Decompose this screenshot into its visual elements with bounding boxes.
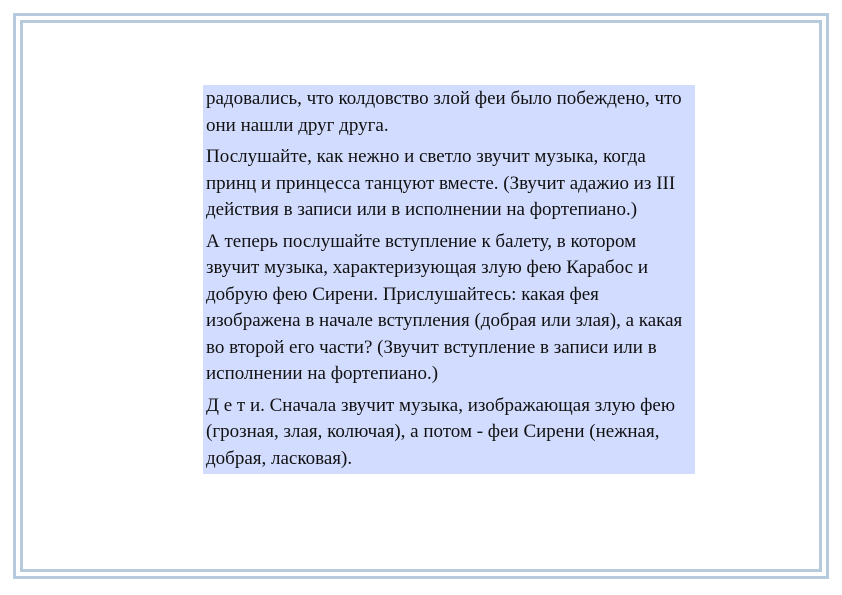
paragraph-4: Д е т и. Сначала звучит музыка, изображающая злую фею (грозная, злая, колючая), а потом - феи Сирени (нежная, добрая, ласковая). — [206, 394, 676, 469]
paragraph-1: радовались, что колдовство злой феи было побеждено, что они нашли друг друга. — [206, 88, 682, 136]
paragraph-2: Послушайте, как нежно и светло звучит музыка, когда принц и принцесса танцуют вместе. (Звучит адажио из III действия в записи или в исполнении на фортепиано.) — [206, 146, 676, 220]
paragraph-3: А теперь послушайте вступление к балету, в котором звучит музыка, характеризующая злую фею Карабос и добрую фею Сирени. Прислушайтесь: какая фея изображена в начале вступления (добрая или злая), а какая во второй его части? (Звучит вступление в записи или в исполнении на фортепиано.) — [206, 230, 683, 384]
highlighted-text-block — [203, 85, 695, 474]
